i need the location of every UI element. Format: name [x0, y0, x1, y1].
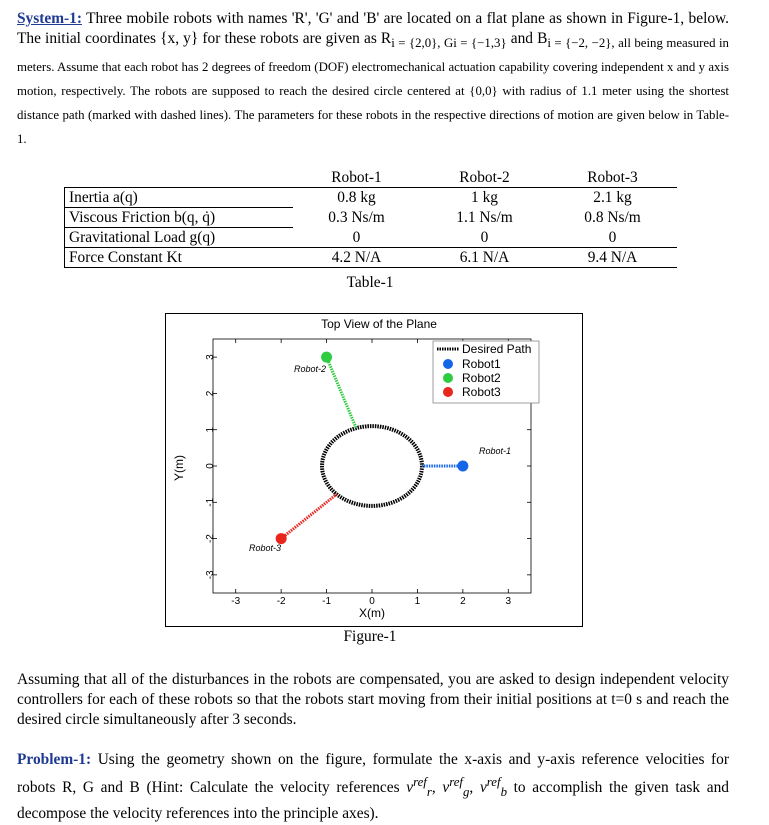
system-line3a: and B — [510, 30, 548, 47]
x-tick-label: 2 — [460, 596, 466, 607]
table-cell: 0.3 Ns/m — [328, 209, 385, 226]
system-line3b: i = {−2, −2}, all being measured in meters. Assume that each robot has 2 degrees of freedom (DOF) electromechanical actuation capability covering independent x and y axis motion, respectively. The robots are supposed to reach the desired circle centered at {0,0} with radius of 1.1 meter using the shortest distance path (marked with dashed lines). The parameters for these robots in the respective directions of motion are given below in Table-1. — [17, 36, 729, 147]
legend-robot3-swatch — [443, 387, 453, 397]
table-cell: 0 — [352, 228, 361, 246]
figure-title: Top View of the Plane — [321, 317, 437, 331]
table-header: Robot-2 — [459, 169, 510, 186]
table-row — [65, 208, 677, 228]
y-tick-label: 3 — [205, 354, 216, 360]
legend-robot2-swatch — [443, 373, 453, 383]
table-row — [65, 228, 677, 248]
table-row-label: Force Constant Kt — [65, 248, 293, 268]
legend-entry: Robot3 — [462, 385, 501, 399]
legend-entry: Robot2 — [462, 371, 501, 385]
legend-entry: Desired Path — [462, 342, 532, 356]
table-cell: 6.1 N/A — [421, 248, 549, 268]
table-cell: 2.1 kg — [549, 188, 677, 208]
system-description — [17, 9, 729, 149]
legend — [433, 341, 539, 403]
table-cell: 0 — [608, 228, 617, 246]
y-tick-label: -2 — [205, 534, 216, 544]
table-cell: 0 — [480, 228, 489, 246]
table-row — [65, 188, 677, 208]
robot1-annotation: Robot-1 — [479, 446, 512, 456]
y-tick-label: 0 — [205, 463, 216, 469]
table-header: Robot-1 — [331, 169, 382, 186]
x-tick-label: -3 — [231, 596, 241, 607]
task-paragraph: Assuming that all of the disturbances in the robots are compensated, you are asked to design independent velocity controllers for each of these robots so that the robots start moving from their initial positions at t=0 s and reach the desired circle simultaneously after 3 seconds. — [17, 671, 729, 728]
vref-b: $v^{ref}_b$ — [479, 775, 507, 800]
x-axis-label: X(m) — [359, 606, 385, 620]
vref-g: $v^{ref}_g$ — [442, 775, 470, 800]
table-cell: 9.4 N/A — [549, 248, 677, 268]
coords-r: i = {2,0}, G — [391, 36, 454, 51]
table-cell: 1.1 Ns/m — [456, 209, 513, 226]
table-caption: Table-1 — [346, 274, 394, 291]
x-tick-label: -2 — [276, 596, 286, 607]
problem-text-b: to accomplish the given task and decompose the velocity references into the principle axes). — [17, 779, 729, 823]
table-cell: 0.8 Ns/m — [584, 209, 641, 226]
table-row — [65, 248, 677, 268]
robot2-annotation: Robot-2 — [294, 364, 327, 374]
parameter-table — [64, 168, 677, 268]
table-cell: 1 kg — [421, 188, 549, 208]
x-tick-label: 0 — [369, 596, 375, 607]
figure-caption: Figure-1 — [343, 628, 397, 645]
table-header: Robot-3 — [587, 169, 638, 186]
robot1-point — [457, 461, 468, 472]
legend-robot1-swatch — [443, 359, 453, 369]
x-tick-label: 1 — [414, 596, 421, 607]
robot3-annotation: Robot-3 — [249, 543, 282, 553]
y-tick-label: 2 — [205, 390, 216, 397]
table-row-label: Inertia a(q) — [65, 188, 293, 208]
problem-text-a: Using the geometry shown on the figure, formulate the x-axis and y-axis reference velocities for robots R, G and B (Hint: Calculate the velocity references — [17, 751, 729, 797]
table-row-label: Viscous Friction b(q, q̇) — [65, 208, 293, 228]
coords-g: i = {−1,3} — [453, 36, 507, 51]
robot2-point — [321, 352, 332, 363]
table-cell: 4.2 N/A — [293, 248, 421, 268]
table-cell: 0.8 kg — [293, 188, 421, 208]
legend-entry: Robot1 — [462, 357, 501, 371]
table-header-row — [65, 168, 677, 188]
x-tick-label: 3 — [505, 596, 512, 607]
x-tick-label: -1 — [322, 596, 332, 607]
y-tick-label: -3 — [205, 570, 216, 580]
figure-plot — [165, 313, 583, 627]
problem-paragraph: Problem-1: Using the geometry shown on the figure, formulate the x-axis and y-axis reference velocities for robots R, G and B (Hint: Calculate the velocity references $v^{ref}_r$, $v^{ref}_g$, $v^{ref}_b$ to accomplish the given task and decompose the velocity references into the principle axes). — [17, 751, 729, 823]
vref-r: $v^{ref}_r$ — [406, 775, 432, 800]
problem-label: Problem-1: — [17, 751, 92, 768]
y-tick-label: -1 — [205, 497, 216, 507]
y-axis-label: Y(m) — [172, 455, 186, 481]
y-tick-label: 1 — [205, 426, 216, 433]
system-label: System-1: — [17, 10, 82, 27]
system-intro: Three mobile robots with names 'R', 'G' and 'B' are located on a flat plane as shown in Figure-1, below. The initial coordinates {x, y} for these robots are given as R — [17, 10, 729, 47]
table-row-label: Gravitational Load g(q) — [65, 228, 293, 248]
